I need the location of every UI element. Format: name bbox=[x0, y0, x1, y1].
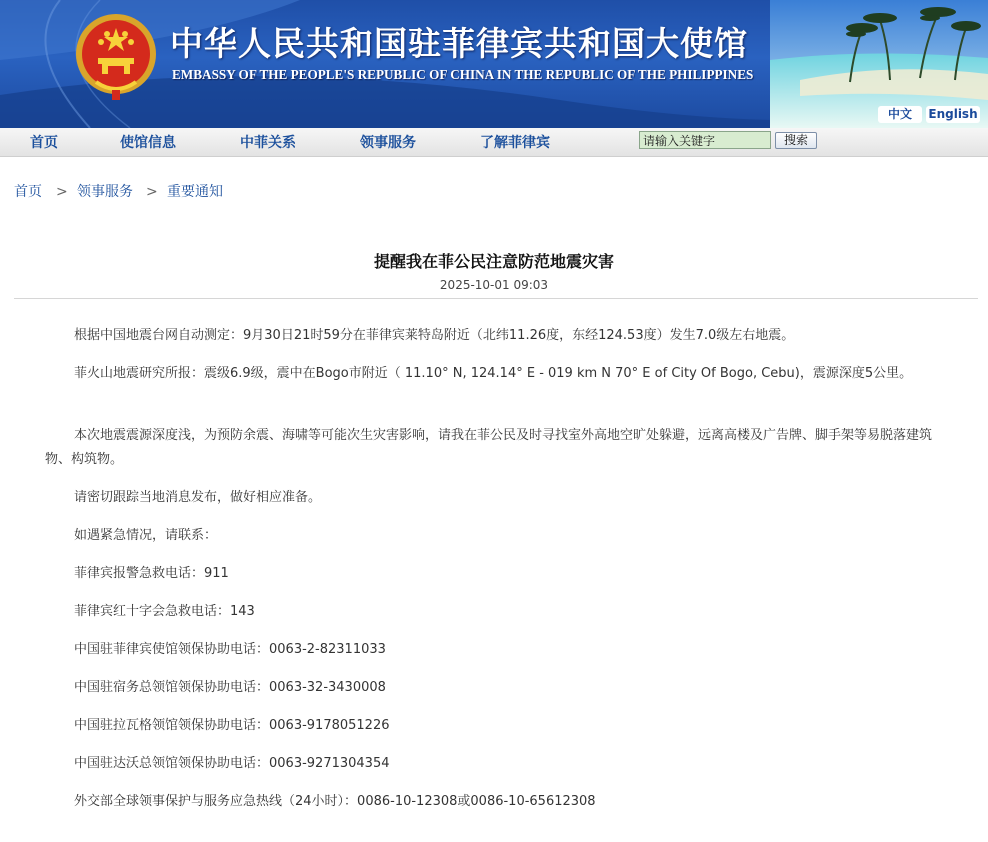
breadcrumb-consular[interactable]: 领事服务 bbox=[77, 184, 133, 200]
site-title-english: EMBASSY OF THE PEOPLE'S REPUBLIC OF CHINA IN THE REPUBLIC OF THE PHILIPPINES bbox=[172, 67, 754, 82]
nav-item-consular[interactable]: 领事服务 bbox=[360, 135, 416, 151]
article-paragraph: 本次地震震源深度浅，为预防余震、海啸等可能次生灾害影响，请我在菲公民及时寻找室外高地空旷处躲避，远离高楼及广告牌、脚手架等易脱落建筑物、构筑物。 bbox=[45, 428, 933, 467]
breadcrumb-notices[interactable]: 重要通知 bbox=[167, 184, 223, 200]
breadcrumb-separator: > bbox=[146, 184, 158, 200]
article-paragraph: 菲律宾红十字会急救电话：143 bbox=[74, 604, 255, 619]
title-divider bbox=[14, 298, 978, 299]
article-paragraph: 外交部全球领事保护与服务应急热线（24小时）：0086-10-12308或0086-10-65612308 bbox=[74, 794, 596, 809]
breadcrumb-home[interactable]: 首页 bbox=[14, 184, 42, 200]
article-paragraph: 中国驻宿务总领馆领保协助电话：0063-32-3430008 bbox=[74, 680, 386, 695]
article-paragraph: 菲律宾报警急救电话：911 bbox=[74, 566, 229, 581]
article-title: 提醒我在菲公民注意防范地震灾害 bbox=[373, 252, 614, 271]
article-paragraph: 中国驻达沃总领馆领保协助电话：0063-9271304354 bbox=[74, 756, 390, 771]
article-paragraph: 如遇紧急情况，请联系： bbox=[74, 528, 218, 543]
search-input[interactable] bbox=[639, 131, 771, 149]
nav-item-about-philippines[interactable]: 了解菲律宾 bbox=[480, 135, 550, 151]
nav-item-home[interactable]: 首页 bbox=[30, 135, 58, 151]
breadcrumb-separator: > bbox=[56, 184, 68, 200]
nav-item-relations[interactable]: 中菲关系 bbox=[240, 135, 296, 151]
article-paragraph: 菲火山地震研究所报：震级6.9级，震中在Bogo市附近（ 11.10° N, 124.14° E - 019 km N 70° E of City Of Bogo, Cebu)，震源深度5公里。 bbox=[74, 366, 913, 381]
article-paragraph: 请密切跟踪当地消息发布，做好相应准备。 bbox=[74, 490, 322, 505]
site-title-chinese: 中华人民共和国驻菲律宾共和国大使馆 bbox=[170, 24, 748, 63]
article-paragraph: 中国驻菲律宾使馆领保协助电话：0063-2-82311033 bbox=[74, 642, 386, 657]
nav-item-embassy-info[interactable]: 使馆信息 bbox=[120, 135, 176, 151]
lang-english-button[interactable]: English bbox=[926, 106, 980, 123]
article-paragraph: 中国驻拉瓦格领馆领保协助电话：0063-9178051226 bbox=[74, 718, 390, 733]
article-date: 2025-10-01 09:03 bbox=[439, 278, 549, 292]
main-nav bbox=[0, 128, 988, 157]
article-paragraph: 根据中国地震台网自动测定：9月30日21时59分在菲律宾莱特岛附近（北纬11.26度，东经124.53度）发生7.0级左右地震。 bbox=[74, 328, 795, 343]
header-banner bbox=[0, 0, 988, 128]
lang-chinese-button[interactable]: 中文 bbox=[878, 106, 922, 123]
search-button[interactable]: 搜索 bbox=[775, 132, 817, 149]
national-emblem-icon bbox=[74, 10, 158, 102]
